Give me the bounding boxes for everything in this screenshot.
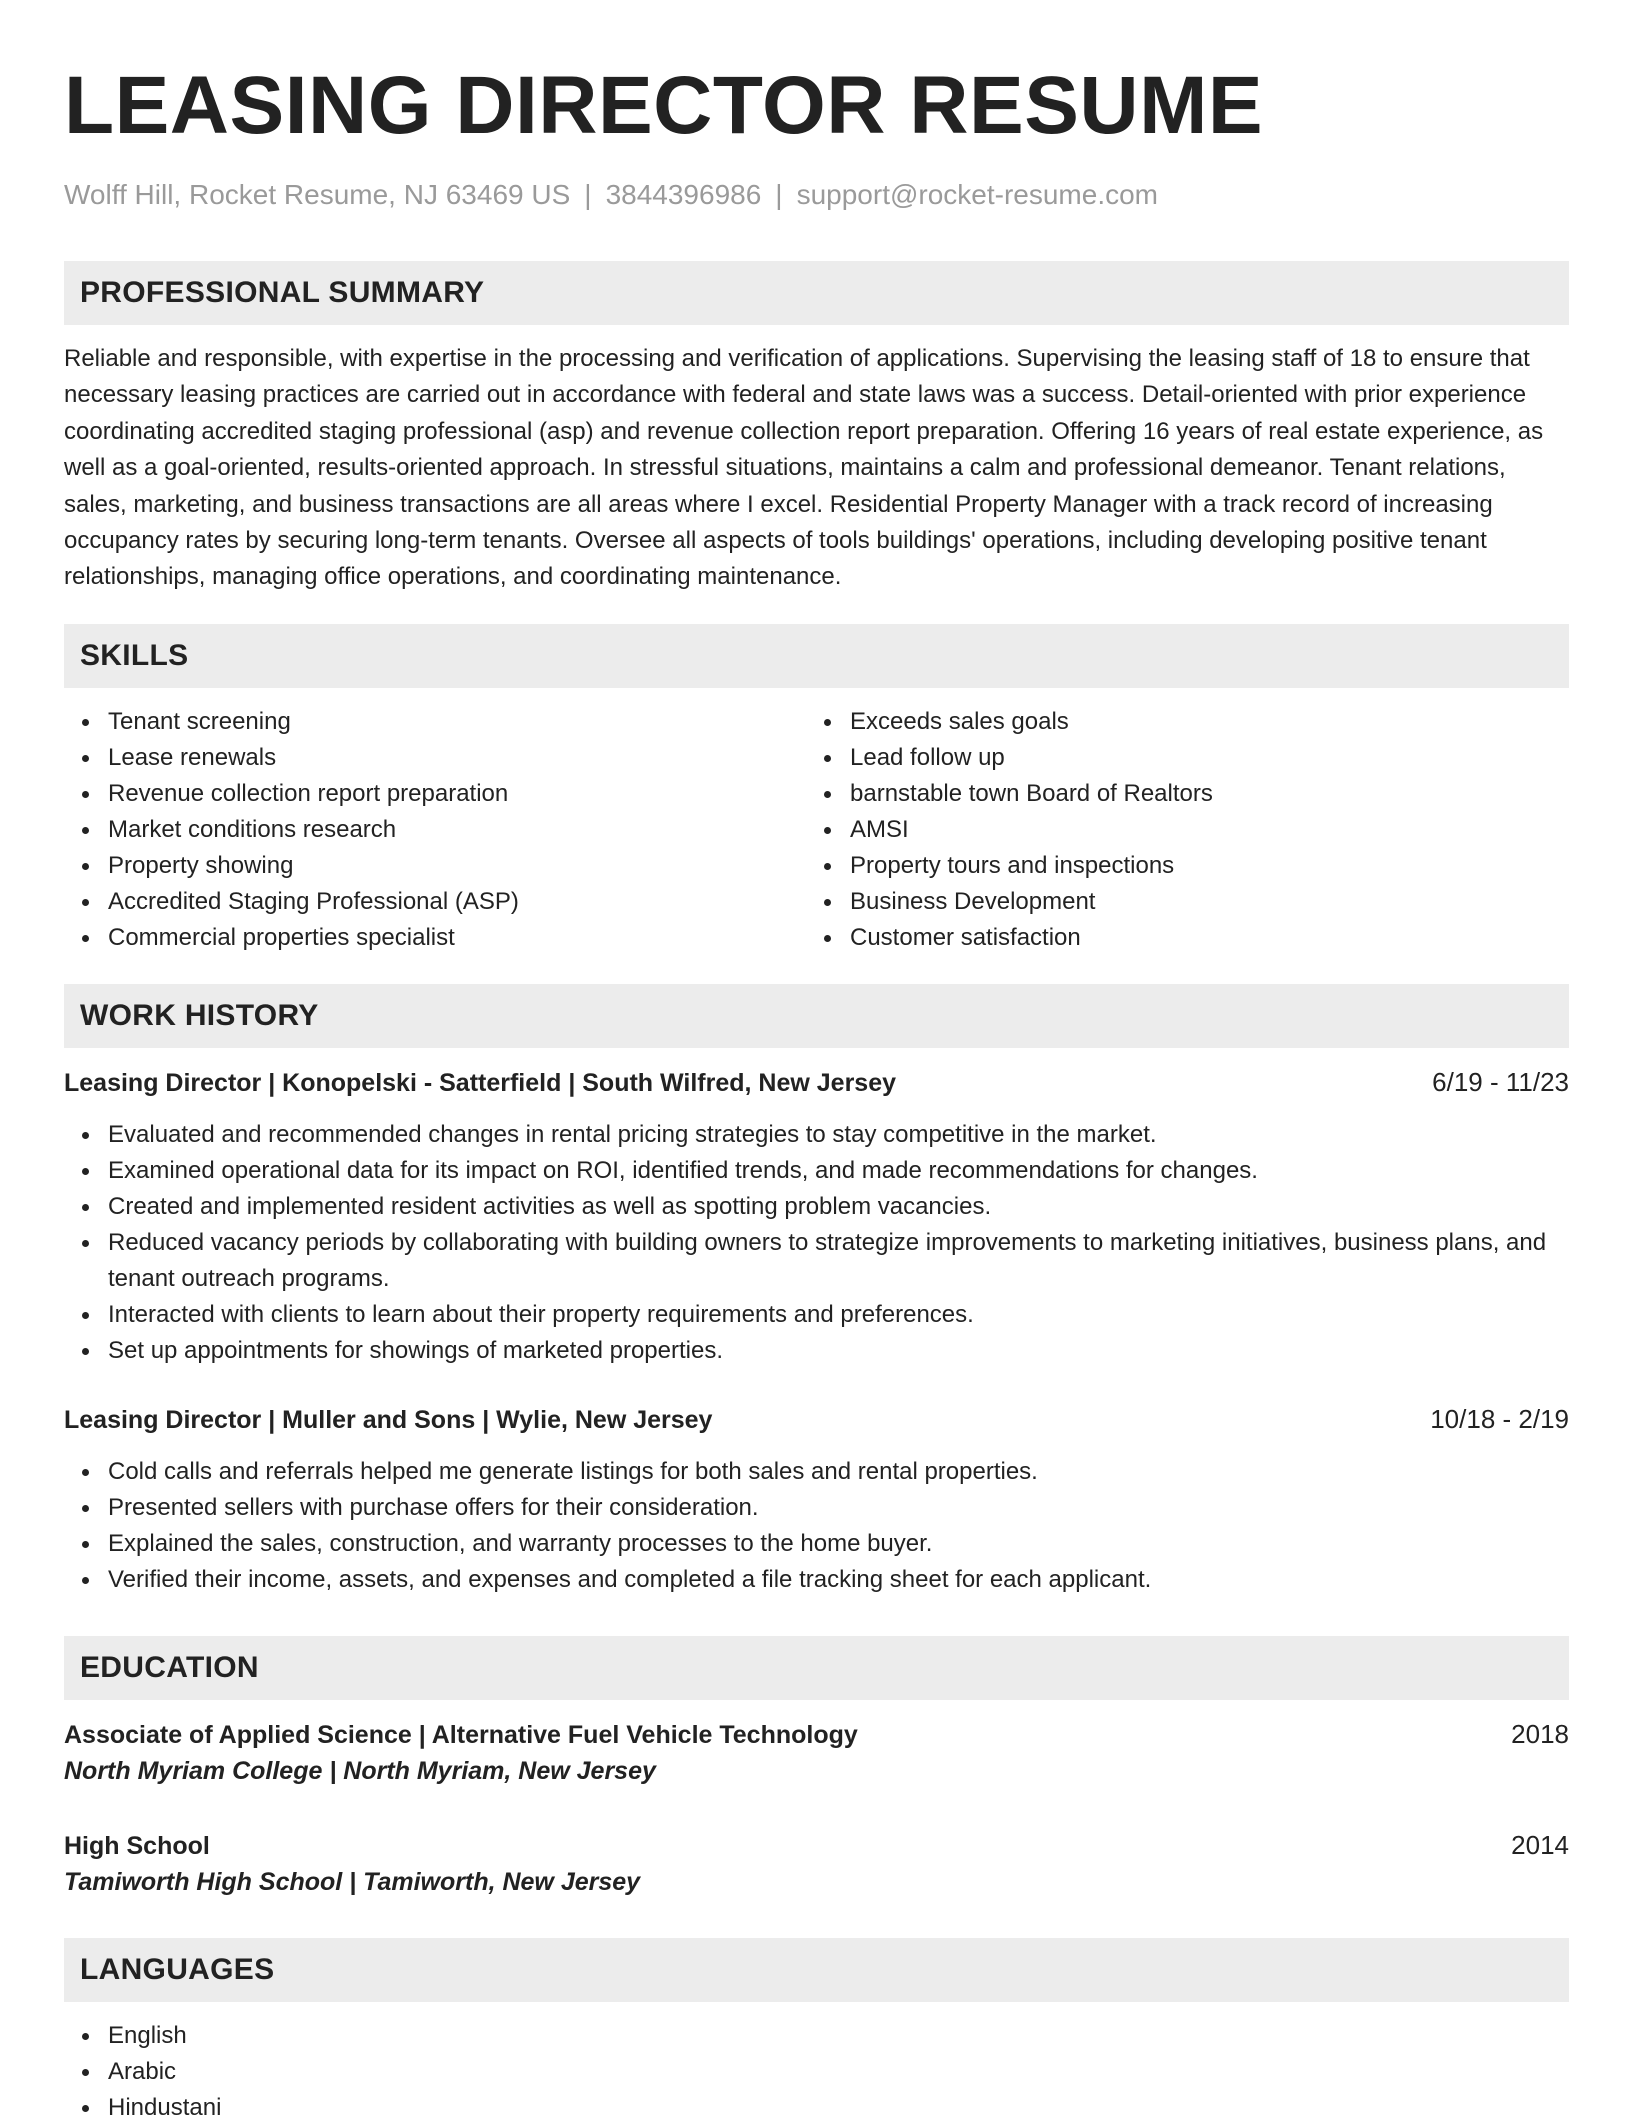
contact-separator: | <box>584 179 592 210</box>
job-bullet: Set up appointments for showings of marketed properties. <box>108 1333 1569 1369</box>
section-header-skills: SKILLS <box>64 624 1569 688</box>
section-header-languages: LANGUAGES <box>64 1938 1569 2002</box>
skill-item: Business Development <box>850 884 1548 920</box>
job-bullet: Reduced vacancy periods by collaborating with building owners to strategize improvements to marketing initiatives, business plans, and tenant outreach programs. <box>108 1225 1569 1297</box>
skill-item: barnstable town Board of Realtors <box>850 776 1548 812</box>
job-bullets <box>64 1454 1569 1598</box>
skills-grid <box>64 704 1569 956</box>
job-bullet: Interacted with clients to learn about their property requirements and preferences. <box>108 1297 1569 1333</box>
education-degree: Associate of Applied Science | Alternative Fuel Vehicle Technology <box>64 1720 858 1749</box>
contact-phone: 3844396986 <box>605 179 762 210</box>
contact-address: Wolff Hill, Rocket Resume, NJ 63469 US <box>64 179 571 210</box>
education-year: 2014 <box>1511 1829 1569 1860</box>
summary-text: Reliable and responsible, with expertise in the processing and verification of applications. Supervising the leasing staff of 18 to ensure that necessary leasing practices are carried out in accordance with federal and state laws was a success. Detail-oriented with prior experience coordinating accredited staging professional (asp) and revenue collection report preparation. Offering 16 years of real estate experience, as well as a goal-oriented, results-oriented approach. In stressful situations, maintains a calm and professional demeanor. Tenant relations, sales, marketing, and business transactions are all areas where I excel. Residential Property Manager with a track record of increasing occupancy rates by securing long-term tenants. Oversee all aspects of tools buildings' operations, including developing positive tenant relationships, managing office operations, and coordinating maintenance. <box>64 345 1544 591</box>
education-section <box>64 1636 1569 1900</box>
languages-list <box>64 2018 1569 2126</box>
skill-item: Customer satisfaction <box>850 920 1548 956</box>
job-bullet: Presented sellers with purchase offers for their consideration. <box>108 1490 1569 1526</box>
job-bullet: Examined operational data for its impact on ROI, identified trends, and made recommendations for changes. <box>108 1153 1569 1189</box>
section-header-summary: PROFESSIONAL SUMMARY <box>64 261 1569 325</box>
resume-title: LEASING DIRECTOR RESUME <box>64 60 1264 151</box>
job-bullet: Cold calls and referrals helped me generate listings for both sales and rental properties. <box>108 1454 1569 1490</box>
job-bullet: Evaluated and recommended changes in rental pricing strategies to stay competitive in the market. <box>108 1117 1569 1153</box>
skill-item: Market conditions research <box>108 812 806 848</box>
job-title: Leasing Director | Muller and Sons | Wylie, New Jersey <box>64 1405 713 1434</box>
language-item: English <box>108 2018 1569 2054</box>
section-header-education: EDUCATION <box>64 1636 1569 1700</box>
education-entry <box>64 1827 1569 1900</box>
job-dates: 6/19 - 11/23 <box>1432 1066 1569 1097</box>
job-title: Leasing Director | Konopelski - Satterfield | South Wilfred, New Jersey <box>64 1068 897 1097</box>
language-item: Hindustani <box>108 2090 1569 2126</box>
job-bullets <box>64 1117 1569 1369</box>
skill-item: AMSI <box>850 812 1548 848</box>
contact-separator: | <box>775 179 783 210</box>
job-dates: 10/18 - 2/19 <box>1430 1403 1569 1434</box>
skills-column-left <box>64 704 806 956</box>
skill-item: Accredited Staging Professional (ASP) <box>108 884 806 920</box>
job-bullet: Verified their income, assets, and expenses and completed a file tracking sheet for each applicant. <box>108 1562 1569 1598</box>
job-entry <box>64 1064 1569 1369</box>
education-year: 2018 <box>1511 1718 1569 1749</box>
section-header-work: WORK HISTORY <box>64 984 1569 1048</box>
summary-section <box>64 261 1569 596</box>
education-entry <box>64 1716 1569 1789</box>
contact-line <box>64 178 1569 212</box>
education-school: North Myriam College | North Myriam, New Jersey <box>64 1756 656 1785</box>
education-degree: High School <box>64 1831 210 1860</box>
job-bullet: Created and implemented resident activities as well as spotting problem vacancies. <box>108 1189 1569 1225</box>
skill-item: Property tours and inspections <box>850 848 1548 884</box>
skill-item: Tenant screening <box>108 704 806 740</box>
work-section <box>64 984 1569 1598</box>
job-entry <box>64 1401 1569 1598</box>
resume-page <box>64 0 1569 2126</box>
skill-item: Lease renewals <box>108 740 806 776</box>
education-header <box>64 1716 1569 1753</box>
job-bullet: Explained the sales, construction, and warranty processes to the home buyer. <box>108 1526 1569 1562</box>
skills-column-right <box>806 704 1548 956</box>
skill-item: Exceeds sales goals <box>850 704 1548 740</box>
skill-item: Commercial properties specialist <box>108 920 806 956</box>
job-header <box>64 1064 1569 1101</box>
skill-item: Revenue collection report preparation <box>108 776 806 812</box>
skill-item: Lead follow up <box>850 740 1548 776</box>
skills-section <box>64 624 1569 956</box>
language-item: Arabic <box>108 2054 1569 2090</box>
education-header <box>64 1827 1569 1864</box>
skill-item: Property showing <box>108 848 806 884</box>
education-school: Tamiworth High School | Tamiworth, New Jersey <box>64 1867 641 1896</box>
languages-section <box>64 1938 1569 2126</box>
job-header <box>64 1401 1569 1438</box>
contact-email: support@rocket-resume.com <box>796 179 1159 210</box>
